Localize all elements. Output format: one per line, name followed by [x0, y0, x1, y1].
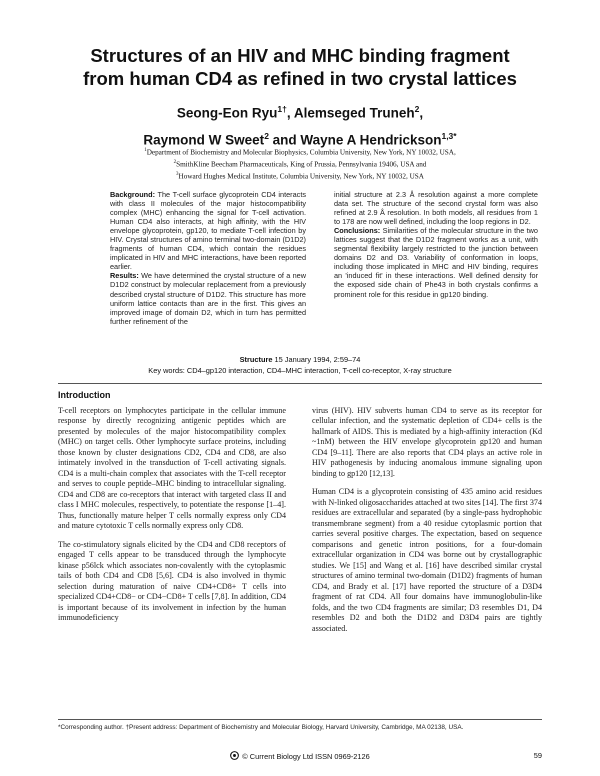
intro-paragraph-1: T-cell receptors on lymphocytes participate in the cellular immune response by directly recognizing antigenic peptides which are presented by molecules of the major histocompatibility complex (MHC) on target cells. Other lymphocyte surface proteins, including those known by cluster designations CD2, CD4 and CD8, are also intimately involved in the transduction of T-cell activating signals. CD4 is a multi-chain complex that associates with the T-cell receptor and serves to couple peptide–MHC binding to intracellular signaling. CD4 and CD8 are co-receptors that interact with targeted class II and class I MHC molecules, respectively, to potentiate the response [1–4]. Thus, functionally mature helper T cells normally express only CD4 and mature cytotoxic T cells normally express only CD8.	[58, 406, 286, 531]
footnote-divider	[58, 719, 542, 720]
publisher-line: © Current Biology Ltd ISSN 0969-2126	[40, 751, 560, 761]
keywords: Key words: CD4–gp120 interaction, CD4–MHC interaction, T-cell co-receptor, X-ray structure	[148, 366, 452, 375]
structure-label: Structure	[239, 355, 273, 364]
title-line-1: Structures of an HIV and MHC binding fragment	[90, 45, 510, 66]
author-ryu: Seong-Eon Ryu	[176, 105, 278, 121]
abstract-results-cont: initial structure at 2.3 Å resolution against a more complete data set. The structure of the second crystal form was also refined at 2.9 Å resolution. In both models, all residues from 1 to 178 are now well defined, including the loop regions in D2.	[334, 190, 538, 227]
conclusions-label: Conclusions:	[334, 226, 381, 236]
abstract-results: Results: We have determined the crystal structure of a new D1D2 construct by molecular replacement from a previously described crystal structure of D1D2. This structure has more uniform lattice contacts than are in the first. This gives an improved image of domain D2, which in turn has permitted further refinement of the	[110, 271, 306, 326]
author-hendrickson: and Wayne A Hendrickson	[268, 132, 442, 147]
author-truneh: , Alemseged Truneh	[286, 105, 415, 121]
body-right-column	[312, 406, 542, 642]
author-sweet-sup: 2	[264, 130, 269, 141]
abstract-left-column	[110, 190, 306, 326]
affiliation-1: $^1$Department of Biochemistry and Molecular Biophysics, Columbia University, New York, NY 10032, USA,	[144, 148, 456, 157]
affiliation-2: $^2$SmithKline Beecham Pharmaceuticals, King of Prussia, Pennsylvania 19406, USA and	[173, 159, 427, 169]
abstract-conclusions: Conclusions: Similarities of the molecular structure in the two lattices suggest that the D1D2 fragment works as a unit, with segmental flexibility largely restricted to the junction between domains D2 and D3. Variability of conformation in loops, including those implicated in MHC and HIV binding, requires an 'induced fit' in these interactions. Well defined density for the exposed side chain of Phe43 in both crystals confirms a prominent role for this residue in gp120 binding.	[334, 226, 538, 299]
intro-paragraph-2: The co-stimulatory signals elicited by the CD4 and CD8 receptors of engaged T cells appear to be transduced through the lymphocyte kinase p56lck which associates non-covalently with the cytoplasmic tails of both CD4 and CD8 [5,6]. CD4 is also involved in thymic selection during maturation of naive CD4+CD8+ T cells into specialized CD4+CD8− or CD4−CD8+ T cells [7,8]. In addition, CD4 is important because of its involvement in infection by the human immunodeficiency	[58, 539, 286, 623]
body-left-column	[58, 406, 286, 632]
intro-paragraph-4: Human CD4 is a glycoprotein consisting of 435 amino acid residues with N-linked oligosaccharides attached at two sites [14]. The first 374 residues are extracellular and separated (by a single-pass hydrophobic transmembrane segment) from a 40 residue cytoplasmic portion that carries several positive charges. The expectation, based on sequence comparisons and genetic intron positions, for a four-domain extracellular organization in CD4 was borne out by crystallographic studies. We [15] and Wang et al. [16] have described similar crystal structures of amino terminal two-domain (D1D2) fragments of human CD4, and Brady et al. [17] have reported the structure of a D3D4 fragment of rat CD4. All four domains have immunoglobulin-like folds, and the two CD4 fragments are similar; D3 resembles D1, D4 resembles D2 and both the D1D2 and D3D4 pairs are tightly associated.	[312, 487, 542, 633]
affiliations	[40, 146, 560, 181]
author-truneh-sup: 2	[414, 104, 420, 114]
author-line-1	[40, 98, 560, 125]
structure-citation: Structure 15 January 1994, 2:59–74	[239, 355, 361, 364]
abstract-background: Background: The T-cell surface glycoprotein CD4 interacts with class II molecules of the major histocompatibility complex (MHC) enhancing the signal for T-cell activation. Human CD4 also interacts, at high affinity, with the HIV envelope glycoprotein, gp120, to mediate T-cell infection by HIV. Crystal structures of amino terminal two-domain (D1D2) fragments of human CD4, which contain the residues implicated in HIV and MHC interactions, have been reported earlier.	[110, 190, 306, 272]
author-list	[40, 98, 560, 151]
author-sweet: Raymond W Sweet	[143, 132, 265, 147]
author-ryu-sup: 1†	[277, 104, 287, 114]
article-title	[40, 44, 560, 90]
introduction-heading: Introduction	[58, 390, 111, 400]
corresponding-author-footnote: *Corresponding author. †Present address: Department of Biochemistry and Molecular Biology, Harvard University, Cambridge, MA 02138, USA.	[58, 724, 464, 731]
title-line-2: from human CD4 as refined in two crystal lattices	[83, 68, 517, 89]
intro-paragraph-3: virus (HIV). HIV subverts human CD4 to serve as its receptor for cellular infection, and the systematic depletion of CD4+ cells is the hallmark of AIDS. This is mediated by a high-affinity interaction (Kd ~1nM) between the HIV envelope glycoprotein gp120 and human CD4 [9–11]. There are also reports that CD4 plays an active role in HIV pathogenesis by inducing anomalous immune signaling upon binding to gp120 [12,13].	[312, 406, 542, 478]
section-divider	[58, 383, 542, 384]
affiliation-3: $^3$Howard Hughes Medical Institute, Columbia University, New York, NY 10032, USA	[176, 171, 424, 180]
abstract-right-column	[334, 190, 538, 299]
current-biology-logo-icon	[230, 751, 239, 760]
background-label: Background:	[110, 190, 155, 199]
page-number: 59	[533, 751, 542, 760]
author-sep: ,	[419, 105, 424, 121]
author-hendrickson-sup: 1,3*	[441, 130, 457, 141]
results-label: Results:	[110, 271, 139, 281]
